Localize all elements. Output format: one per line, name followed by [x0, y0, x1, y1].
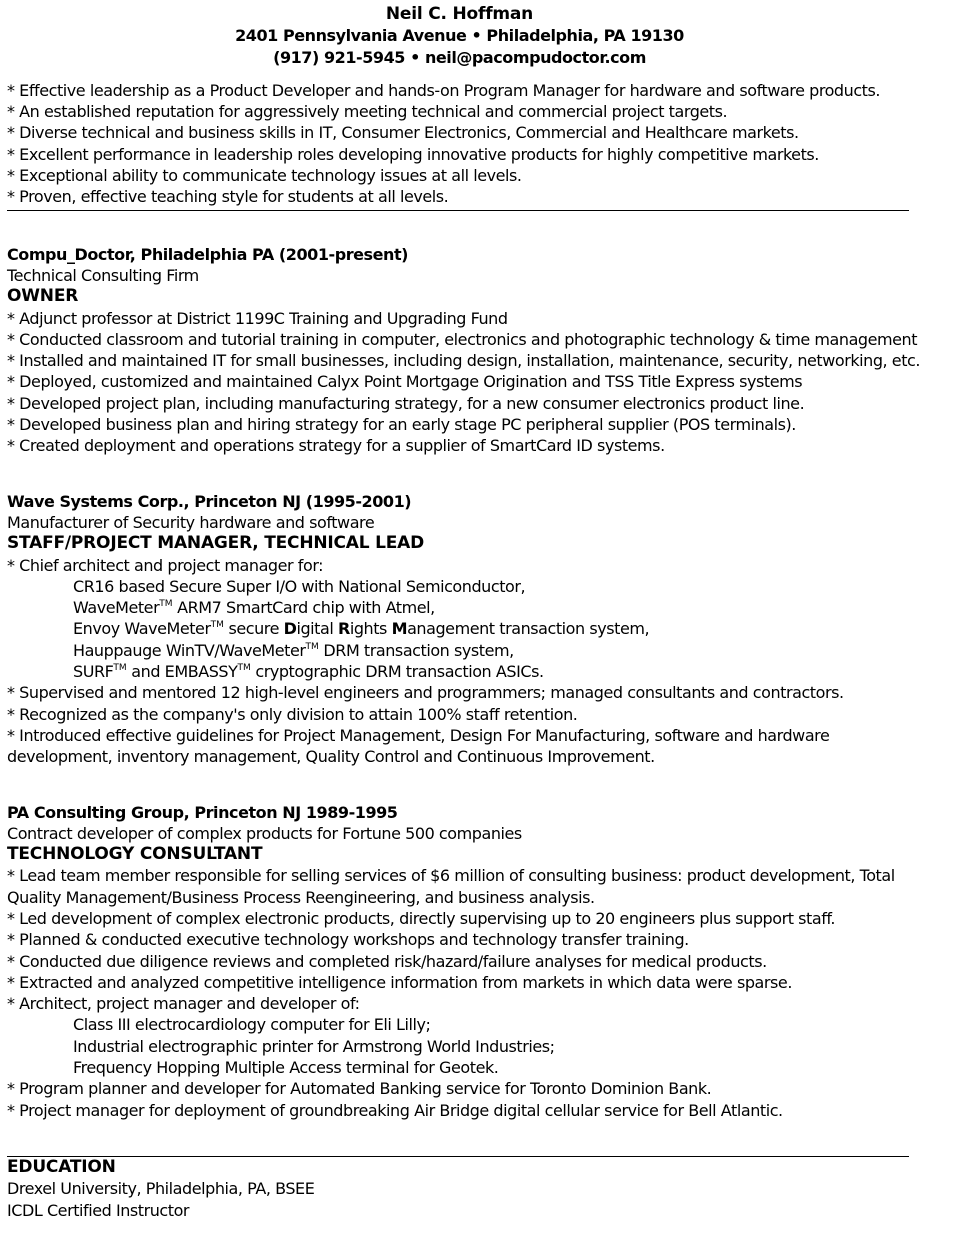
trademark-mark: TM — [210, 620, 224, 631]
project-text: SURF — [73, 662, 114, 682]
project-item — [7, 597, 912, 618]
trademark-mark: TM — [113, 663, 127, 674]
project-text: WaveMeter — [73, 598, 160, 618]
job-company: Compu_Doctor, Philadelphia PA (2001-present) — [7, 244, 409, 264]
summary-item: * Exceptional ability to communicate technology issues at all levels. — [7, 166, 522, 186]
job-compu-doctor — [7, 244, 921, 457]
candidate-name: Neil C. Hoffman — [385, 4, 534, 24]
summary-item: * Excellent performance in leadership roles developing innovative products for highly competitive markets. — [7, 144, 819, 164]
emphasis-letter: R — [337, 619, 350, 639]
job-bullet: * Architect, project manager and developer of: — [7, 994, 360, 1014]
sub-item: Frequency Hopping Multiple Access terminal for Geotek. — [73, 1058, 499, 1078]
education-section — [7, 1157, 912, 1221]
job-wave-systems — [7, 491, 912, 768]
job-bullet: * Developed business plan and hiring strategy for an early stage PC peripheral supplier (POS terminals). — [7, 415, 796, 435]
job-bullet: * Conducted classroom and tutorial training in computer, electronics and photographic technology & time management — [7, 329, 918, 349]
education-heading: EDUCATION — [7, 1156, 116, 1177]
project-text: cryptographic DRM transaction ASICs. — [250, 662, 544, 682]
emphasis-letter: M — [391, 619, 408, 639]
resume-page — [7, 0, 921, 1221]
job-bullet: * Recognized as the company's only division to attain 100% staff retention. — [7, 704, 578, 724]
summary-item: * Effective leadership as a Product Developer and hands-on Program Manager for hardware and software products. — [7, 80, 881, 100]
project-text: Hauppauge WinTV/WaveMeter — [73, 640, 306, 660]
project-item — [7, 576, 912, 597]
job-bullet: * Installed and maintained IT for small businesses, including design, installation, maintenance, security, networking, etc. — [7, 351, 921, 371]
project-text: igital — [296, 619, 338, 639]
trademark-mark: TM — [237, 663, 251, 674]
project-item — [7, 640, 912, 661]
emphasis-letter: D — [283, 619, 297, 639]
job-bullet: * Conducted due diligence reviews and completed risk/hazard/failure analyses for medical products. — [7, 951, 767, 971]
job-bullet: * Created deployment and operations strategy for a supplier of SmartCard ID systems. — [7, 436, 665, 456]
job-bullet: * Planned & conducted executive technology workshops and technology transfer training. — [7, 930, 689, 950]
address-line: 2401 Pennsylvania Avenue • Philadelphia, PA 19130 — [235, 26, 684, 46]
project-text: DRM transaction system, — [318, 640, 514, 660]
project-text: anagement transaction system, — [407, 619, 650, 639]
job-description: Manufacturer of Security hardware and software — [7, 512, 375, 532]
job-bullet: * Adjunct professor at District 1199C Training and Upgrading Fund — [7, 308, 508, 328]
job-bullet: * Project manager for deployment of groundbreaking Air Bridge digital cellular service for Bell Atlantic. — [7, 1100, 783, 1120]
summary-section — [7, 80, 912, 208]
trademark-mark: TM — [305, 641, 319, 652]
job-bullet: * Extracted and analyzed competitive intelligence information from markets in which data were sparse. — [7, 972, 792, 992]
job-title: STAFF/PROJECT MANAGER, TECHNICAL LEAD — [7, 533, 425, 554]
job-bullet: * Lead team member responsible for selling services of $6 million of consulting business: product development, Total — [7, 866, 895, 886]
job-description: Contract developer of complex products for Fortune 500 companies — [7, 823, 522, 843]
project-text: Envoy WaveMeter — [73, 619, 211, 639]
education-item: ICDL Certified Instructor — [7, 1200, 190, 1220]
job-bullet: * Deployed, customized and maintained Calyx Point Mortgage Origination and TSS Title Express systems — [7, 372, 803, 392]
contact-line: (917) 921-5945 • neil@pacompudoctor.com — [273, 47, 646, 67]
project-text: secure — [223, 619, 284, 639]
project-item — [7, 618, 912, 639]
job-bullet: * Chief architect and project manager for: — [7, 555, 324, 575]
resume-header — [7, 4, 912, 68]
summary-item: * An established reputation for aggressively meeting technical and commercial project targets. — [7, 102, 728, 122]
project-item — [7, 661, 912, 682]
job-description: Technical Consulting Firm — [7, 265, 199, 285]
job-company: Wave Systems Corp., Princeton NJ (1995-2001) — [7, 491, 412, 511]
job-pa-consulting — [7, 802, 912, 1121]
job-bullet: * Introduced effective guidelines for Project Management, Design For Manufacturing, software and hardware — [7, 725, 830, 745]
job-bullet: * Supervised and mentored 12 high-level engineers and programmers; managed consultants and contractors. — [7, 683, 844, 703]
project-text: ARM7 SmartCard chip with Atmel, — [172, 598, 435, 618]
job-bullet-continuation: Quality Management/Business Process Reengineering, and business analysis. — [7, 887, 595, 907]
project-text: CR16 based Secure Super I/O with National Semiconductor, — [73, 576, 526, 596]
job-bullet: * Program planner and developer for Automated Banking service for Toronto Dominion Bank. — [7, 1079, 712, 1099]
job-bullet: * Led development of complex electronic products, directly supervising up to 20 engineers plus support staff. — [7, 908, 836, 928]
job-title: TECHNOLOGY CONSULTANT — [7, 844, 263, 865]
summary-item: * Proven, effective teaching style for students at all levels. — [7, 187, 449, 207]
trademark-mark: TM — [159, 599, 173, 610]
summary-item: * Diverse technical and business skills in IT, Consumer Electronics, Commercial and Healthcare markets. — [7, 123, 799, 143]
project-text: ights — [349, 619, 392, 639]
sub-item: Industrial electrographic printer for Armstrong World Industries; — [73, 1036, 555, 1056]
sub-item: Class III electrocardiology computer for Eli Lilly; — [73, 1015, 431, 1035]
job-bullet: * Developed project plan, including manufacturing strategy, for a new consumer electronics product line. — [7, 393, 805, 413]
job-bullet-continuation: development, inventory management, Quality Control and Continuous Improvement. — [7, 747, 655, 767]
project-text: and EMBASSY — [126, 662, 238, 682]
job-company: PA Consulting Group, Princeton NJ 1989-1995 — [7, 802, 398, 822]
job-title: OWNER — [7, 286, 79, 307]
education-item: Drexel University, Philadelphia, PA, BSEE — [7, 1179, 315, 1199]
